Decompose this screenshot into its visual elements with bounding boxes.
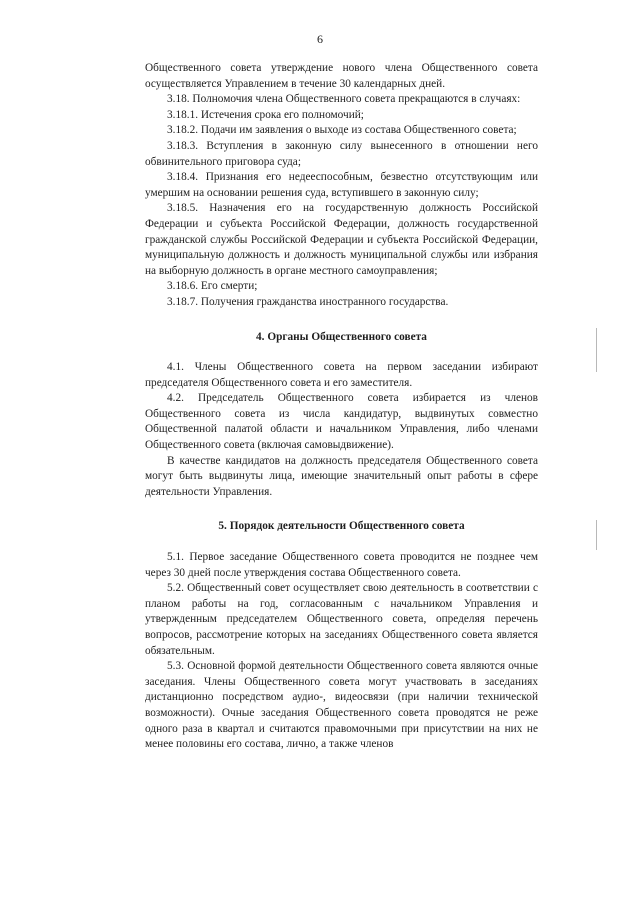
clause-4-2: 4.2. Председатель Общественного совета избирается из членов Общественного совета из числа кандидатур, выдвинутых совместно Общественной палатой области и начальником Управления, либо членами Общественного совета (включая самовыдвижение). xyxy=(145,392,538,452)
clause-5-1: 5.1. Первое заседание Общественного совета проводится не позднее чем через 30 дней после утверждения состава Общественного совета. xyxy=(145,551,538,579)
clause-3-18-2: 3.18.2. Подачи им заявления о выходе из состава Общественного совета; xyxy=(167,124,517,137)
clause-4-1: 4.1. Члены Общественного совета на первом заседании избирают председателя Общественного совета и его заместителя. xyxy=(145,361,538,389)
paragraph: Общественного совета утверждение нового члена Общественного совета осуществляется Управлением в течение 30 календарных дней. xyxy=(145,62,538,90)
scan-margin-mark xyxy=(596,520,597,550)
clause-3-18-4: 3.18.4. Признания его недееспособным, безвестно отсутствующим или умершим на основании решения суда, вступившего в законную силу; xyxy=(145,171,538,199)
section-4-heading: 4. Органы Общественного совета xyxy=(256,330,427,343)
clause-3-18-6: 3.18.6. Его смерти; xyxy=(167,280,258,293)
clause-3-18-3: 3.18.3. Вступления в законную силу вынесенного в отношении него обвинительного приговора суда; xyxy=(145,139,538,168)
clause-3-18-1: 3.18.1. Истечения срока его полномочий; xyxy=(167,108,364,121)
clause-3-18-7: 3.18.7. Получения гражданства иностранного государства. xyxy=(167,295,449,308)
clause-5-3: 5.3. Основной формой деятельности Общественного совета являются очные заседания. Члены Общественного совета могут участвовать в заседаниях дистанционно посредством аудио-, видеосвязи (при наличии технической возможности). Очные заседания Общественного совета проводятся не реже одного раза в квартал и считаются правомочными при присутствии на них не менее половины его состава, лично, а также членов xyxy=(145,660,538,751)
clause-3-18-5: 3.18.5. Назначения его на государственную должность Российской Федерации и субъекта Российской Федерации, должность государственной гражданской службы Российской Федерации и субъекта Российской Федерации, муниципальную должность и должность муниципальной службы или избрания на выборную должность в органе местного самоуправления; xyxy=(145,202,538,277)
clause-3-18: 3.18. Полномочия члена Общественного совета прекращаются в случаях: xyxy=(167,93,521,106)
clause-5-2: 5.2. Общественный совет осуществляет свою деятельность в соответствии с планом работы на год, согласованным с начальником Управления и утвержденным председателем Общественного совета, определяя перечень вопросов, рассмотрение которых на заседаниях Общественного совета является обязательным. xyxy=(145,582,538,657)
section-5-heading: 5. Порядок деятельности Общественного совета xyxy=(218,520,465,533)
paragraph: В качестве кандидатов на должность председателя Общественного совета могут быть выдвинуты лица, имеющие значительный опыт работы в сфере деятельности Управления. xyxy=(145,454,538,498)
document-body xyxy=(145,61,538,753)
page-number: 6 xyxy=(317,32,323,46)
scan-margin-mark xyxy=(596,328,597,372)
